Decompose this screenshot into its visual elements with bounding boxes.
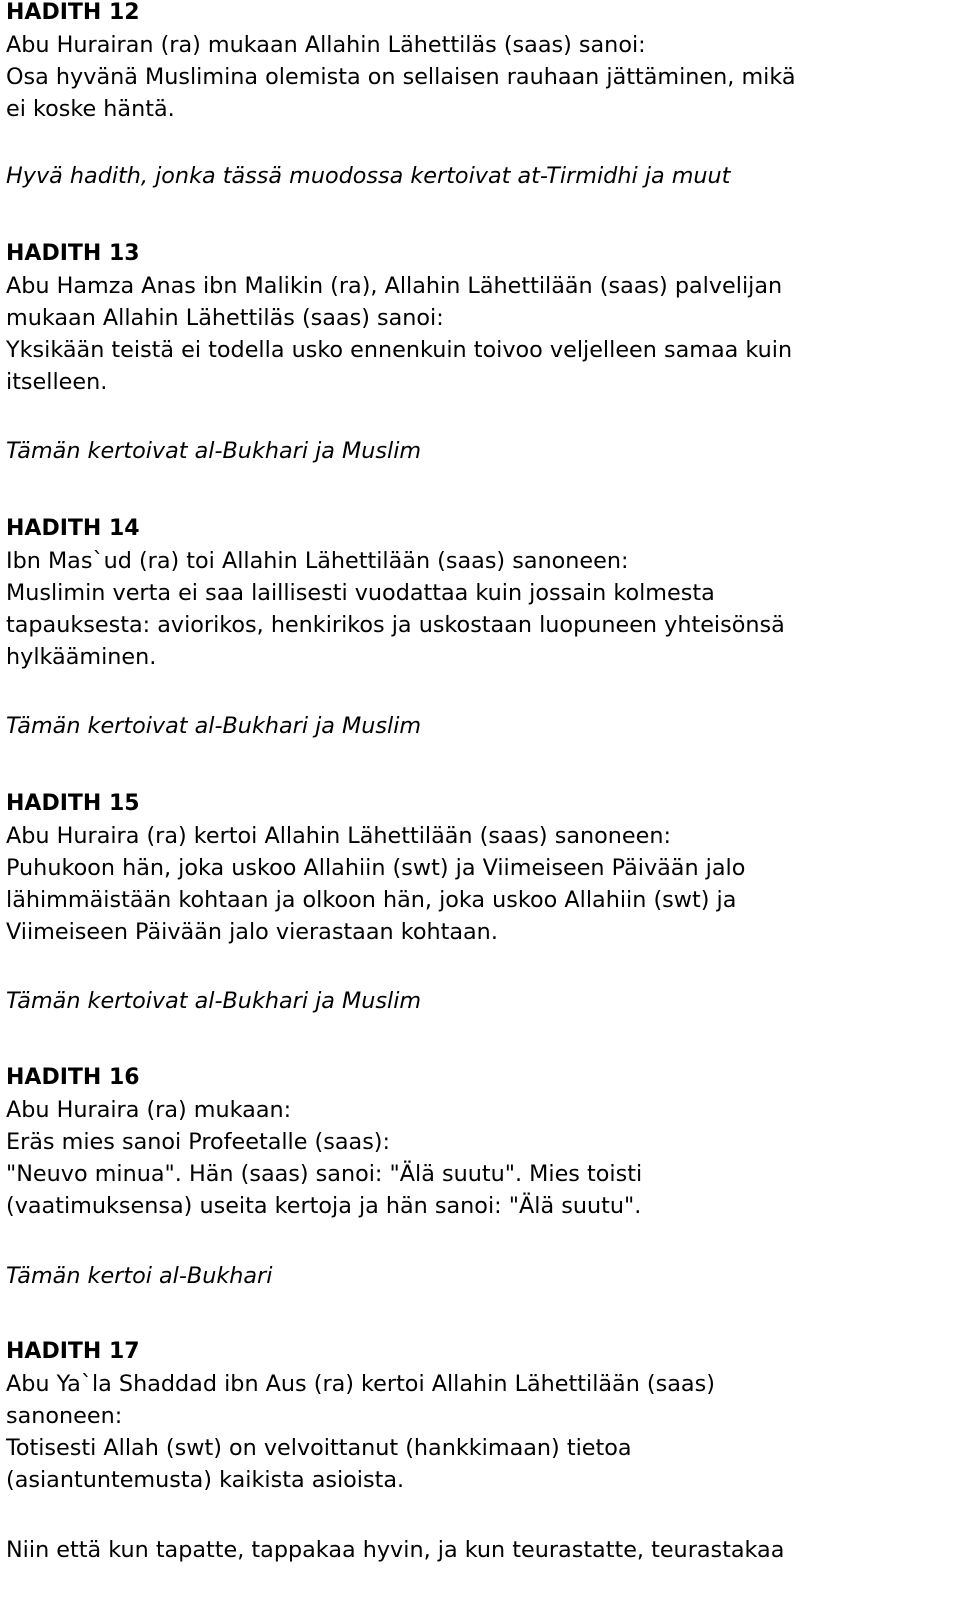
hadith-text-line: Eräs mies sanoi Profeetalle (saas):	[6, 1129, 391, 1155]
hadith-12	[6, 0, 796, 125]
hadith-text-line: mukaan Allahin Lähettiläs (saas) sanoi:	[6, 305, 444, 331]
hadith-text-line: sanoneen:	[6, 1403, 123, 1429]
hadith-text-line: Niin että kun tapatte, tappakaa hyvin, ja kun teurastatte, teurastakaa	[6, 1537, 785, 1563]
hadith-text-line: (vaatimuksensa) useita kertoja ja hän sanoi: "Älä suutu".	[6, 1193, 642, 1219]
hadith-15	[6, 788, 745, 948]
hadith-16	[6, 1062, 642, 1222]
hadith-text-line: Totisesti Allah (swt) on velvoittanut (hankkimaan) tietoa	[6, 1435, 632, 1461]
hadith-source: Tämän kertoivat al-Bukhari ja Muslim	[6, 988, 422, 1014]
hadith-15-source-block	[6, 985, 421, 1017]
hadith-text-line: Abu Ya`la Shaddad ibn Aus (ra) kertoi Allahin Lähettilään (saas)	[6, 1371, 715, 1397]
hadith-13-source-block	[6, 435, 421, 467]
hadith-source: Tämän kertoi al-Bukhari	[6, 1263, 273, 1289]
hadith-text-line: Viimeiseen Päivään jalo vierastaan kohtaan.	[6, 919, 498, 945]
hadith-17-continuation	[6, 1534, 784, 1566]
hadith-text-line: Osa hyvänä Muslimina olemista on sellaisen rauhaan jättäminen, mikä	[6, 64, 796, 90]
hadith-text-line: Puhukoon hän, joka uskoo Allahiin (swt) ja Viimeiseen Päivään jalo	[6, 855, 746, 881]
hadith-17	[6, 1336, 715, 1496]
hadith-16-source-block	[6, 1260, 272, 1292]
hadith-text-line: Abu Hamza Anas ibn Malikin (ra), Allahin Lähettilään (saas) palvelijan	[6, 273, 783, 299]
hadith-title: HADITH 12	[6, 0, 140, 25]
hadith-text-line: Muslimin verta ei saa laillisesti vuodattaa kuin jossain kolmesta	[6, 580, 715, 606]
hadith-title: HADITH 14	[6, 516, 140, 541]
hadith-12-source-block	[6, 160, 730, 192]
hadith-text-line: ei koske häntä.	[6, 96, 175, 122]
hadith-text-line: lähimmäistään kohtaan ja olkoon hän, joka uskoo Allahiin (swt) ja	[6, 887, 737, 913]
hadith-text-line: Abu Huraira (ra) mukaan:	[6, 1097, 292, 1123]
hadith-source: Hyvä hadith, jonka tässä muodossa kertoivat at-Tirmidhi ja muut	[6, 163, 731, 189]
hadith-source: Tämän kertoivat al-Bukhari ja Muslim	[6, 713, 422, 739]
hadith-title: HADITH 13	[6, 241, 140, 266]
hadith-text-line: Abu Hurairan (ra) mukaan Allahin Lähettiläs (saas) sanoi:	[6, 32, 646, 58]
hadith-text-line: tapauksesta: aviorikos, henkirikos ja uskostaan luopuneen yhteisönsä	[6, 612, 785, 638]
hadith-title: HADITH 15	[6, 791, 140, 816]
hadith-13	[6, 238, 792, 398]
hadith-title: HADITH 17	[6, 1339, 140, 1364]
hadith-14-source-block	[6, 710, 421, 742]
hadith-title: HADITH 16	[6, 1065, 140, 1090]
hadith-text-line: (asiantuntemusta) kaikista asioista.	[6, 1467, 405, 1493]
hadith-text-line: "Neuvo minua". Hän (saas) sanoi: "Älä suutu". Mies toisti	[6, 1161, 643, 1187]
hadith-14	[6, 513, 785, 673]
hadith-source: Tämän kertoivat al-Bukhari ja Muslim	[6, 438, 422, 464]
hadith-text-line: hylkääminen.	[6, 644, 157, 670]
hadith-text-line: Ibn Mas`ud (ra) toi Allahin Lähettilään (saas) sanoneen:	[6, 548, 629, 574]
hadith-text-line: Yksikään teistä ei todella usko ennenkuin toivoo veljelleen samaa kuin	[6, 337, 793, 363]
hadith-text-line: itselleen.	[6, 369, 108, 395]
hadith-text-line: Abu Huraira (ra) kertoi Allahin Lähettilään (saas) sanoneen:	[6, 823, 671, 849]
